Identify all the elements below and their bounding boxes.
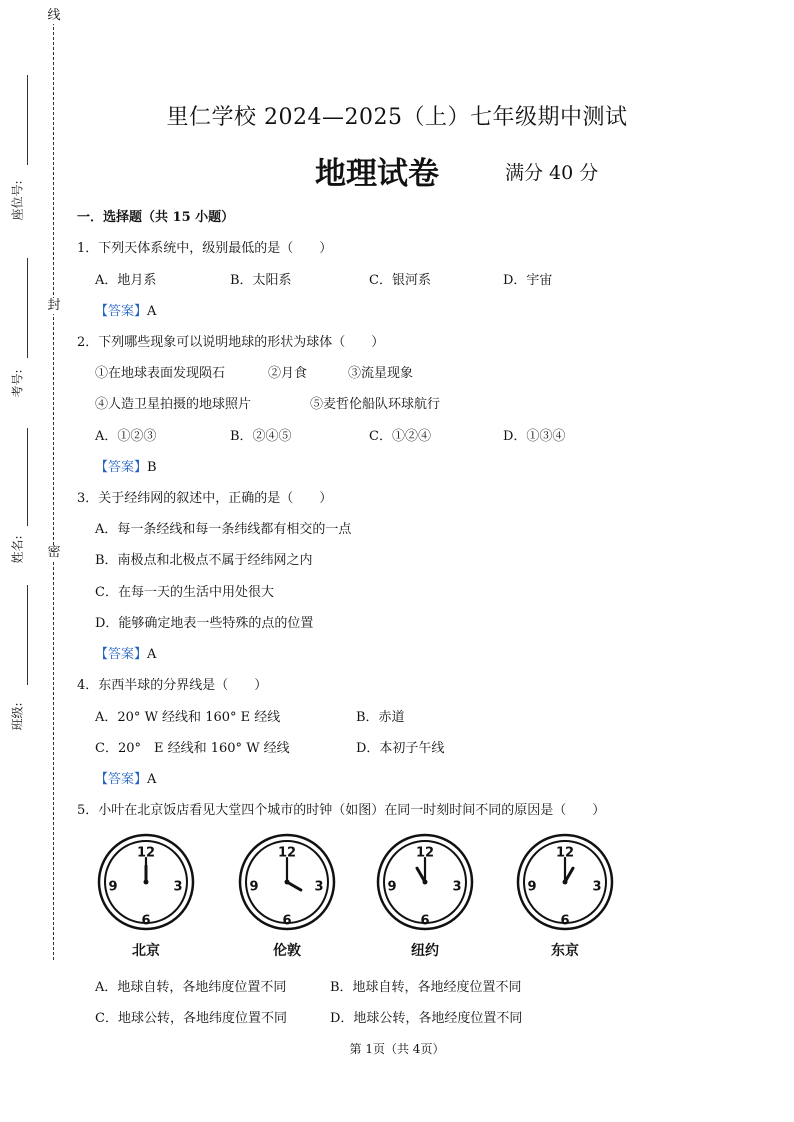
clock-face (237, 832, 337, 932)
clock-newyork (375, 832, 475, 957)
question-3-answer (95, 643, 156, 662)
clock-center-dot (563, 880, 568, 885)
clock-numeral: 6 (420, 913, 430, 929)
answer-value: B (147, 460, 157, 475)
question-2-option-b: B．②④⑤ (230, 429, 292, 444)
name-rule (27, 428, 28, 526)
question-3-option-d: D．能够确定地表一些特殊的点的位置 (95, 616, 314, 631)
clock-numeral: 12 (415, 845, 435, 861)
clock-london (237, 832, 337, 957)
clock-city-label: 纽约 (411, 943, 439, 959)
subject-title: 地理试卷 (315, 156, 439, 192)
clock-numeral: 9 (387, 879, 397, 895)
clock-numeral: 3 (592, 879, 602, 895)
question-3-option-c: C．在每一天的生活中用处很大 (95, 585, 274, 600)
question-5-stem: 5．小叶在北京饭店看见大堂四个城市的时钟（如图）在同一时刻时间不同的原因是（ ） (77, 803, 606, 818)
clock-numeral: 9 (108, 879, 118, 895)
clock-center-dot (285, 880, 290, 885)
binding-char-feng: 封 (47, 298, 61, 313)
question-2-item-5: ⑤麦哲伦船队环球航行 (310, 397, 441, 412)
answer-tag: 【答案】 (95, 460, 148, 475)
answer-tag: 【答案】 (95, 647, 148, 662)
question-2-option-c: C．①②④ (369, 429, 431, 444)
binding-char-mi: 密 (47, 545, 61, 560)
clock-city-label: 北京 (132, 943, 160, 959)
clock-numeral: 3 (452, 879, 462, 895)
clock-face (96, 832, 196, 932)
section-title: 一．选择题（共 15 小题） (77, 210, 235, 225)
question-3-option-b: B．南极点和北极点不属于经纬网之内 (95, 553, 313, 568)
answer-value: A (147, 772, 157, 787)
question-2-item-4: ④人造卫星拍摄的地球照片 (95, 397, 252, 412)
question-2-answer (95, 456, 157, 475)
class-label: 班级: (10, 702, 25, 731)
school-exam-title: 里仁学校 2024—2025（上）七年级期中测试 (166, 105, 628, 130)
name-label: 姓名: (10, 535, 25, 564)
question-4-answer (95, 768, 156, 787)
question-1-option-c: C．银河系 (369, 273, 431, 288)
clock-face (375, 832, 475, 932)
question-1-answer (95, 300, 156, 319)
exam-number-rule (27, 258, 28, 358)
question-4-option-d: D．本初子午线 (356, 741, 445, 756)
question-4-stem: 4．东西半球的分界线是（ ） (77, 678, 268, 693)
question-3-stem: 3．关于经纬网的叙述中，正确的是（ ） (77, 491, 333, 506)
question-4-option-a: A．20° W 经线和 160° E 经线 (95, 710, 281, 725)
clock-numeral: 12 (136, 845, 156, 861)
question-5-option-c: C．地球公转，各地纬度位置不同 (95, 1011, 287, 1026)
answer-value: A (147, 647, 157, 662)
clock-numeral: 6 (282, 913, 292, 929)
clock-numeral: 12 (555, 845, 575, 861)
question-4-option-b: B．赤道 (356, 710, 405, 725)
clock-center-dot (423, 880, 428, 885)
clock-numeral: 9 (249, 879, 259, 895)
clock-numeral: 3 (314, 879, 324, 895)
clock-numeral: 9 (527, 879, 537, 895)
question-2-item-1: ①在地球表面发现陨石 (95, 366, 226, 381)
question-2-item-3: ③流星现象 (348, 366, 414, 381)
binding-char-xian: 线 (47, 8, 61, 23)
clock-tokyo (515, 832, 615, 957)
full-score: 满分 40 分 (505, 162, 599, 184)
question-1-stem: 1．下列天体系统中，级别最低的是（ ） (77, 241, 333, 256)
question-1-option-a: A．地月系 (95, 273, 157, 288)
question-2-option-d: D．①③④ (503, 429, 566, 444)
clock-numeral: 3 (173, 879, 183, 895)
answer-tag: 【答案】 (95, 304, 148, 319)
exam-number-label: 考号: (10, 369, 25, 398)
question-1-option-b: B．太阳系 (230, 273, 292, 288)
question-5-option-a: A．地球自转，各地纬度位置不同 (95, 980, 287, 995)
question-2-item-2: ②月食 (268, 366, 308, 381)
clock-beijing (96, 832, 196, 957)
question-5-option-d: D．地球公转，各地经度位置不同 (330, 1011, 523, 1026)
question-1-option-d: D．宇宙 (503, 273, 553, 288)
question-2-stem: 2．下列哪些现象可以说明地球的形状为球体（ ） (77, 335, 385, 350)
binding-dashed-line (53, 22, 54, 960)
seat-number-label: 座位号: (10, 180, 25, 221)
question-3-option-a: A．每一条经线和每一条纬线都有相交的一点 (95, 522, 352, 537)
clock-face (515, 832, 615, 932)
question-2-option-a: A．①②③ (95, 429, 157, 444)
question-4-option-c: C．20° E 经线和 160° W 经线 (95, 741, 290, 756)
question-5-option-b: B．地球自转，各地经度位置不同 (330, 980, 522, 995)
clock-city-label: 东京 (551, 943, 579, 959)
clock-numeral: 6 (141, 913, 151, 929)
clock-city-label: 伦敦 (273, 943, 301, 959)
answer-value: A (147, 304, 157, 319)
clock-numeral: 6 (560, 913, 570, 929)
class-rule (27, 585, 28, 685)
clock-center-dot (144, 880, 149, 885)
page-footer: 第 1页（共 4页） (349, 1042, 445, 1056)
answer-tag: 【答案】 (95, 772, 148, 787)
clock-numeral: 12 (277, 845, 297, 861)
